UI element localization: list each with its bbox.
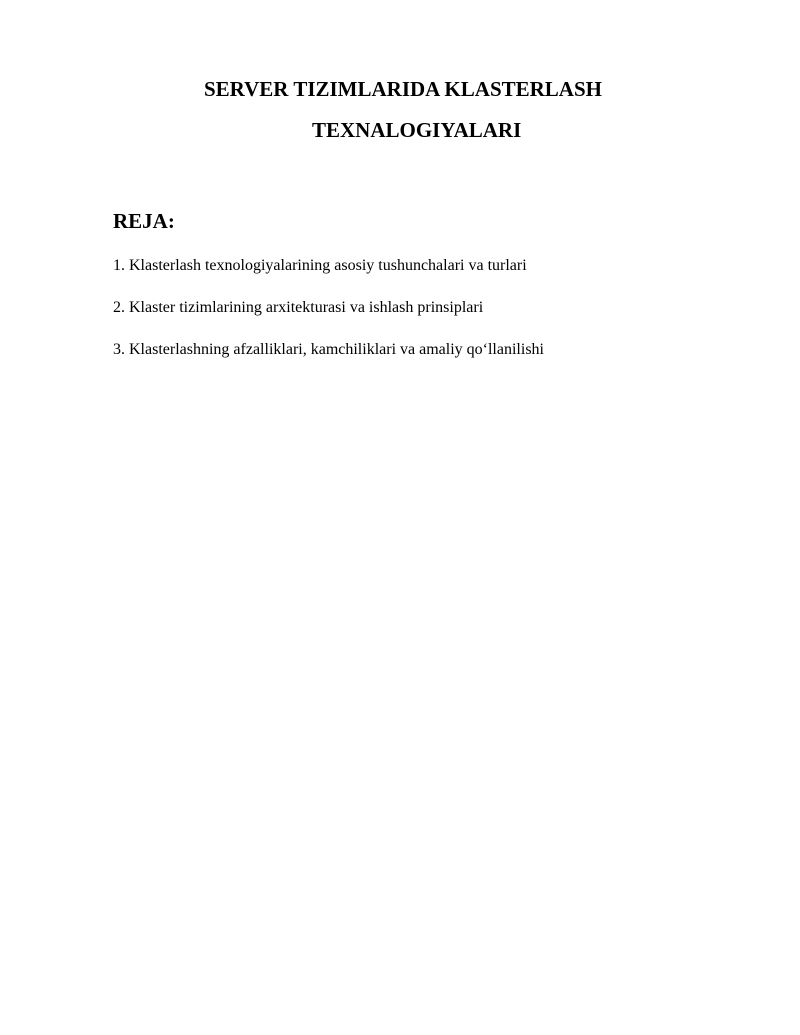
plan-heading: REJA: (113, 209, 175, 233)
plan-item: 3. Klasterlashning afzalliklari, kamchiliklari va amaliy qo‘llanilishi (113, 341, 544, 358)
plan-list (113, 255, 544, 381)
document-title-line-2: TEXNALOGIYALARI (312, 118, 522, 142)
plan-item: 1. Klasterlash texnologiyalarining asosiy tushunchalari va turlari (113, 257, 527, 274)
document-title-line-1: SERVER TIZIMLARIDA KLASTERLASH (204, 77, 602, 101)
plan-item: 2. Klaster tizimlarining arxitekturasi va ishlash prinsiplari (113, 299, 484, 316)
